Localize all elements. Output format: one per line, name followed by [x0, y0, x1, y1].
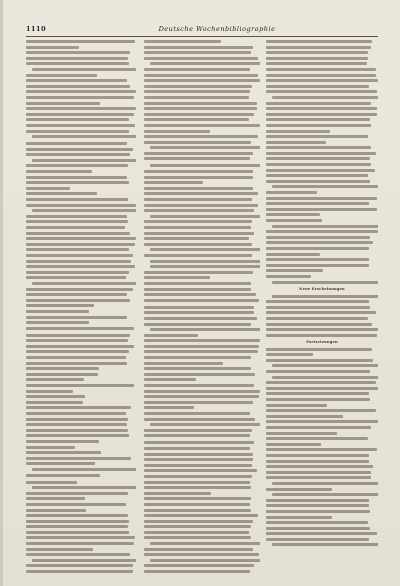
text-line	[26, 85, 130, 88]
text-line	[144, 536, 251, 539]
text-line	[26, 446, 75, 449]
text-line	[26, 474, 100, 477]
text-line	[144, 475, 252, 478]
text-line	[144, 362, 223, 365]
text-line	[26, 520, 129, 523]
text-line	[26, 536, 135, 539]
text-line	[144, 40, 221, 43]
text-line	[26, 142, 127, 145]
text-line	[26, 390, 73, 393]
text-line	[266, 437, 368, 440]
text-line	[144, 176, 253, 179]
text-line	[266, 426, 371, 429]
text-line	[266, 118, 370, 121]
text-line	[144, 434, 250, 437]
text-line	[144, 453, 253, 456]
text-line	[266, 334, 377, 337]
text-line	[266, 353, 313, 356]
text-line	[266, 57, 368, 60]
text-line	[266, 68, 376, 71]
text-line	[266, 191, 317, 194]
text-line	[26, 395, 85, 398]
text-line	[26, 271, 129, 274]
text-line	[144, 118, 249, 121]
text-line	[266, 323, 372, 326]
text-line	[272, 225, 378, 228]
text-line	[26, 423, 127, 426]
text-line	[144, 441, 254, 444]
text-line	[266, 454, 369, 457]
text-line	[266, 258, 369, 261]
text-line	[26, 96, 134, 99]
text-line	[26, 434, 129, 437]
header-rule	[26, 36, 378, 37]
text-line	[266, 62, 367, 65]
text-line	[144, 367, 251, 370]
text-line	[144, 356, 251, 359]
text-line	[26, 74, 97, 77]
text-line	[150, 146, 260, 149]
text-line	[26, 497, 85, 500]
text-line	[266, 488, 332, 491]
text-line	[144, 79, 260, 82]
text-line	[266, 398, 370, 401]
text-line	[26, 451, 101, 454]
text-line	[26, 356, 126, 359]
text-line	[272, 493, 378, 496]
text-line	[150, 265, 260, 268]
text-line	[26, 192, 97, 195]
text-line	[266, 241, 373, 244]
text-line	[144, 306, 254, 309]
text-line	[144, 51, 251, 54]
text-line	[150, 328, 260, 331]
text-line	[26, 509, 86, 512]
text-line	[32, 135, 136, 138]
text-line	[266, 510, 370, 513]
page-binding-edge	[0, 0, 3, 586]
text-line	[266, 135, 368, 138]
text-line	[144, 458, 253, 461]
text-line	[266, 219, 322, 222]
text-line	[144, 198, 252, 201]
text-line	[144, 531, 249, 534]
text-line	[144, 323, 251, 326]
text-line	[150, 559, 260, 562]
text-line	[272, 543, 378, 546]
text-line	[266, 264, 369, 267]
text-line	[144, 514, 258, 517]
text-line	[266, 538, 369, 541]
text-line	[266, 275, 311, 278]
text-line	[26, 310, 89, 313]
text-line	[26, 90, 136, 93]
text-line	[144, 226, 251, 229]
text-line	[266, 213, 320, 216]
text-line	[144, 102, 257, 105]
text-line	[26, 102, 100, 105]
text-line	[144, 90, 250, 93]
text-line	[26, 542, 134, 545]
text-line	[144, 243, 252, 246]
text-line	[144, 570, 250, 573]
text-line	[26, 531, 129, 534]
text-line	[144, 293, 256, 296]
text-line	[144, 299, 259, 302]
text-line	[144, 497, 251, 500]
text-line	[26, 57, 128, 60]
text-line	[26, 124, 135, 127]
text-line	[32, 209, 136, 212]
text-line	[266, 300, 369, 303]
text-line	[144, 57, 258, 60]
text-line	[144, 469, 257, 472]
text-line	[26, 564, 133, 567]
text-line	[144, 317, 257, 320]
text-line	[266, 141, 326, 144]
text-line	[26, 62, 129, 65]
text-line	[26, 462, 95, 465]
text-line	[144, 209, 254, 212]
text-line	[26, 481, 77, 484]
text-line	[144, 232, 254, 235]
text-line	[150, 62, 260, 65]
text-line	[144, 46, 253, 49]
text-line	[144, 378, 196, 381]
text-line	[144, 113, 254, 116]
text-line	[266, 306, 370, 309]
text-line	[26, 226, 125, 229]
text-column-left	[26, 40, 136, 576]
text-line	[26, 440, 99, 443]
text-line	[266, 516, 332, 519]
text-line	[266, 328, 378, 331]
text-line	[266, 163, 371, 166]
text-line	[32, 282, 136, 285]
text-line	[26, 514, 128, 517]
text-line	[266, 247, 369, 250]
text-line	[266, 124, 371, 127]
running-title: Deutsche Wochenbibliographie	[158, 25, 276, 33]
text-line	[144, 447, 250, 450]
text-line	[144, 418, 255, 421]
text-line	[144, 520, 253, 523]
text-line	[26, 198, 128, 201]
text-line	[144, 124, 260, 127]
text-line	[144, 288, 251, 291]
text-line	[32, 486, 136, 489]
text-line	[26, 51, 130, 54]
text-line	[26, 40, 135, 43]
text-line	[266, 146, 371, 149]
text-line	[266, 448, 377, 451]
text-line	[26, 327, 134, 330]
text-line	[266, 236, 370, 239]
text-line	[26, 153, 130, 156]
text-line	[272, 185, 378, 188]
text-line	[266, 113, 377, 116]
text-line	[266, 443, 321, 446]
text-line	[266, 476, 371, 479]
text-line	[144, 220, 252, 223]
text-line	[26, 429, 128, 432]
text-line	[26, 288, 133, 291]
text-line	[144, 564, 254, 567]
text-line	[144, 503, 250, 506]
page-number: 1110	[26, 25, 47, 33]
text-line	[26, 406, 131, 409]
text-line	[266, 253, 320, 256]
text-column-right	[266, 40, 378, 576]
text-line	[26, 570, 133, 573]
text-line	[26, 350, 129, 353]
text-line	[266, 174, 368, 177]
text-line	[266, 420, 378, 423]
text-line	[26, 276, 126, 279]
text-line	[32, 559, 136, 562]
text-line	[26, 237, 136, 240]
text-line	[26, 148, 133, 151]
section-heading: Fortsetzungen	[306, 339, 338, 344]
text-line	[150, 248, 260, 251]
text-line	[144, 492, 211, 495]
text-line	[266, 387, 378, 390]
text-line	[144, 74, 258, 77]
text-line	[144, 170, 253, 173]
text-line	[26, 265, 135, 268]
text-line	[144, 96, 249, 99]
text-line	[26, 243, 135, 246]
text-line	[26, 113, 134, 116]
text-line	[144, 237, 249, 240]
text-line	[26, 204, 136, 207]
text-line	[144, 334, 198, 337]
text-line	[144, 85, 252, 88]
text-line	[266, 269, 323, 272]
text-line	[144, 204, 258, 207]
text-line	[32, 68, 136, 71]
text-line	[26, 130, 129, 133]
running-header	[26, 24, 378, 34]
text-line	[266, 317, 368, 320]
text-line	[144, 157, 250, 160]
text-line	[266, 46, 371, 49]
text-line	[144, 339, 260, 342]
text-line	[26, 316, 127, 319]
text-line	[266, 415, 343, 418]
text-line	[26, 525, 128, 528]
text-line	[26, 248, 129, 251]
text-line	[272, 281, 378, 284]
text-line	[26, 412, 126, 415]
text-line	[144, 187, 253, 190]
text-line	[144, 553, 259, 556]
text-line	[26, 187, 70, 190]
text-line	[26, 215, 127, 218]
text-line	[144, 276, 210, 279]
text-line	[144, 481, 250, 484]
text-column-middle	[144, 40, 260, 576]
text-line	[144, 254, 252, 257]
text-line	[266, 532, 377, 535]
text-line	[26, 503, 126, 506]
section-heading: Neue Erscheinungen	[299, 286, 345, 291]
text-line	[266, 311, 376, 314]
text-line	[272, 482, 378, 485]
text-line	[266, 348, 372, 351]
text-line	[266, 51, 368, 54]
text-line	[26, 418, 128, 421]
text-line	[26, 299, 130, 302]
text-line	[266, 102, 371, 105]
text-line	[266, 521, 368, 524]
text-line	[144, 509, 251, 512]
text-line	[266, 392, 369, 395]
text-line	[266, 169, 375, 172]
text-line	[144, 525, 251, 528]
text-line	[266, 197, 377, 200]
text-line	[26, 548, 93, 551]
text-line	[144, 271, 253, 274]
text-line	[26, 334, 130, 337]
text-line	[266, 230, 378, 233]
text-line	[144, 406, 194, 409]
text-line	[144, 395, 259, 398]
text-line	[150, 260, 260, 263]
text-line	[26, 339, 128, 342]
text-line	[26, 362, 127, 365]
text-line	[144, 464, 252, 467]
text-line	[26, 254, 133, 257]
text-line	[26, 553, 130, 556]
text-line	[266, 208, 377, 211]
text-line	[144, 390, 260, 393]
text-line	[26, 378, 84, 381]
text-line	[26, 457, 131, 460]
text-line	[144, 181, 203, 184]
text-line	[266, 40, 372, 43]
text-line	[150, 164, 260, 167]
text-line	[26, 79, 127, 82]
text-line	[26, 46, 79, 49]
text-line	[32, 468, 136, 471]
text-line	[26, 181, 129, 184]
text-line	[266, 471, 371, 474]
text-line	[26, 170, 92, 173]
text-line	[266, 432, 337, 435]
text-line	[144, 311, 254, 314]
text-line	[266, 85, 369, 88]
text-line	[144, 412, 250, 415]
text-line	[26, 164, 128, 167]
text-line	[144, 135, 258, 138]
text-line	[266, 460, 369, 463]
text-line	[266, 130, 330, 133]
text-line	[144, 152, 253, 155]
text-line	[266, 499, 369, 502]
text-line	[266, 180, 370, 183]
text-line	[272, 364, 378, 367]
text-line	[266, 202, 369, 205]
text-line	[272, 376, 378, 379]
text-line	[144, 192, 258, 195]
text-line	[144, 350, 258, 353]
text-line	[266, 359, 373, 362]
text-line	[26, 345, 134, 348]
text-line	[26, 321, 89, 324]
text-line	[144, 429, 252, 432]
text-line	[26, 492, 128, 495]
text-line	[26, 373, 98, 376]
text-line	[26, 367, 99, 370]
text-line	[26, 293, 127, 296]
text-line	[26, 384, 134, 387]
text-line	[144, 401, 253, 404]
text-line	[26, 304, 94, 307]
text-line	[26, 401, 83, 404]
text-line	[266, 157, 370, 160]
text-line	[144, 384, 254, 387]
text-line	[266, 79, 378, 82]
text-line	[272, 96, 378, 99]
text-line	[26, 220, 128, 223]
text-line	[266, 404, 327, 407]
text-line	[26, 232, 130, 235]
text-line	[144, 486, 251, 489]
text-line	[32, 159, 136, 162]
text-line	[266, 74, 376, 77]
text-line	[26, 176, 127, 179]
text-line	[144, 345, 259, 348]
text-line	[144, 107, 257, 110]
text-line	[266, 381, 376, 384]
text-line	[266, 90, 377, 93]
text-line	[266, 370, 370, 373]
text-line	[266, 527, 370, 530]
text-line	[150, 542, 260, 545]
text-line	[150, 215, 260, 218]
text-line	[144, 141, 251, 144]
text-line	[266, 409, 376, 412]
text-line	[26, 107, 136, 110]
text-line	[266, 152, 376, 155]
text-line	[150, 423, 260, 426]
text-line	[144, 282, 251, 285]
text-line	[144, 373, 255, 376]
text-line	[26, 118, 129, 121]
text-line	[144, 130, 210, 133]
text-line	[272, 295, 378, 298]
text-line	[266, 504, 369, 507]
text-line	[266, 107, 377, 110]
text-line	[26, 260, 131, 263]
text-line	[266, 465, 373, 468]
text-line	[144, 548, 253, 551]
text-line	[144, 68, 250, 71]
